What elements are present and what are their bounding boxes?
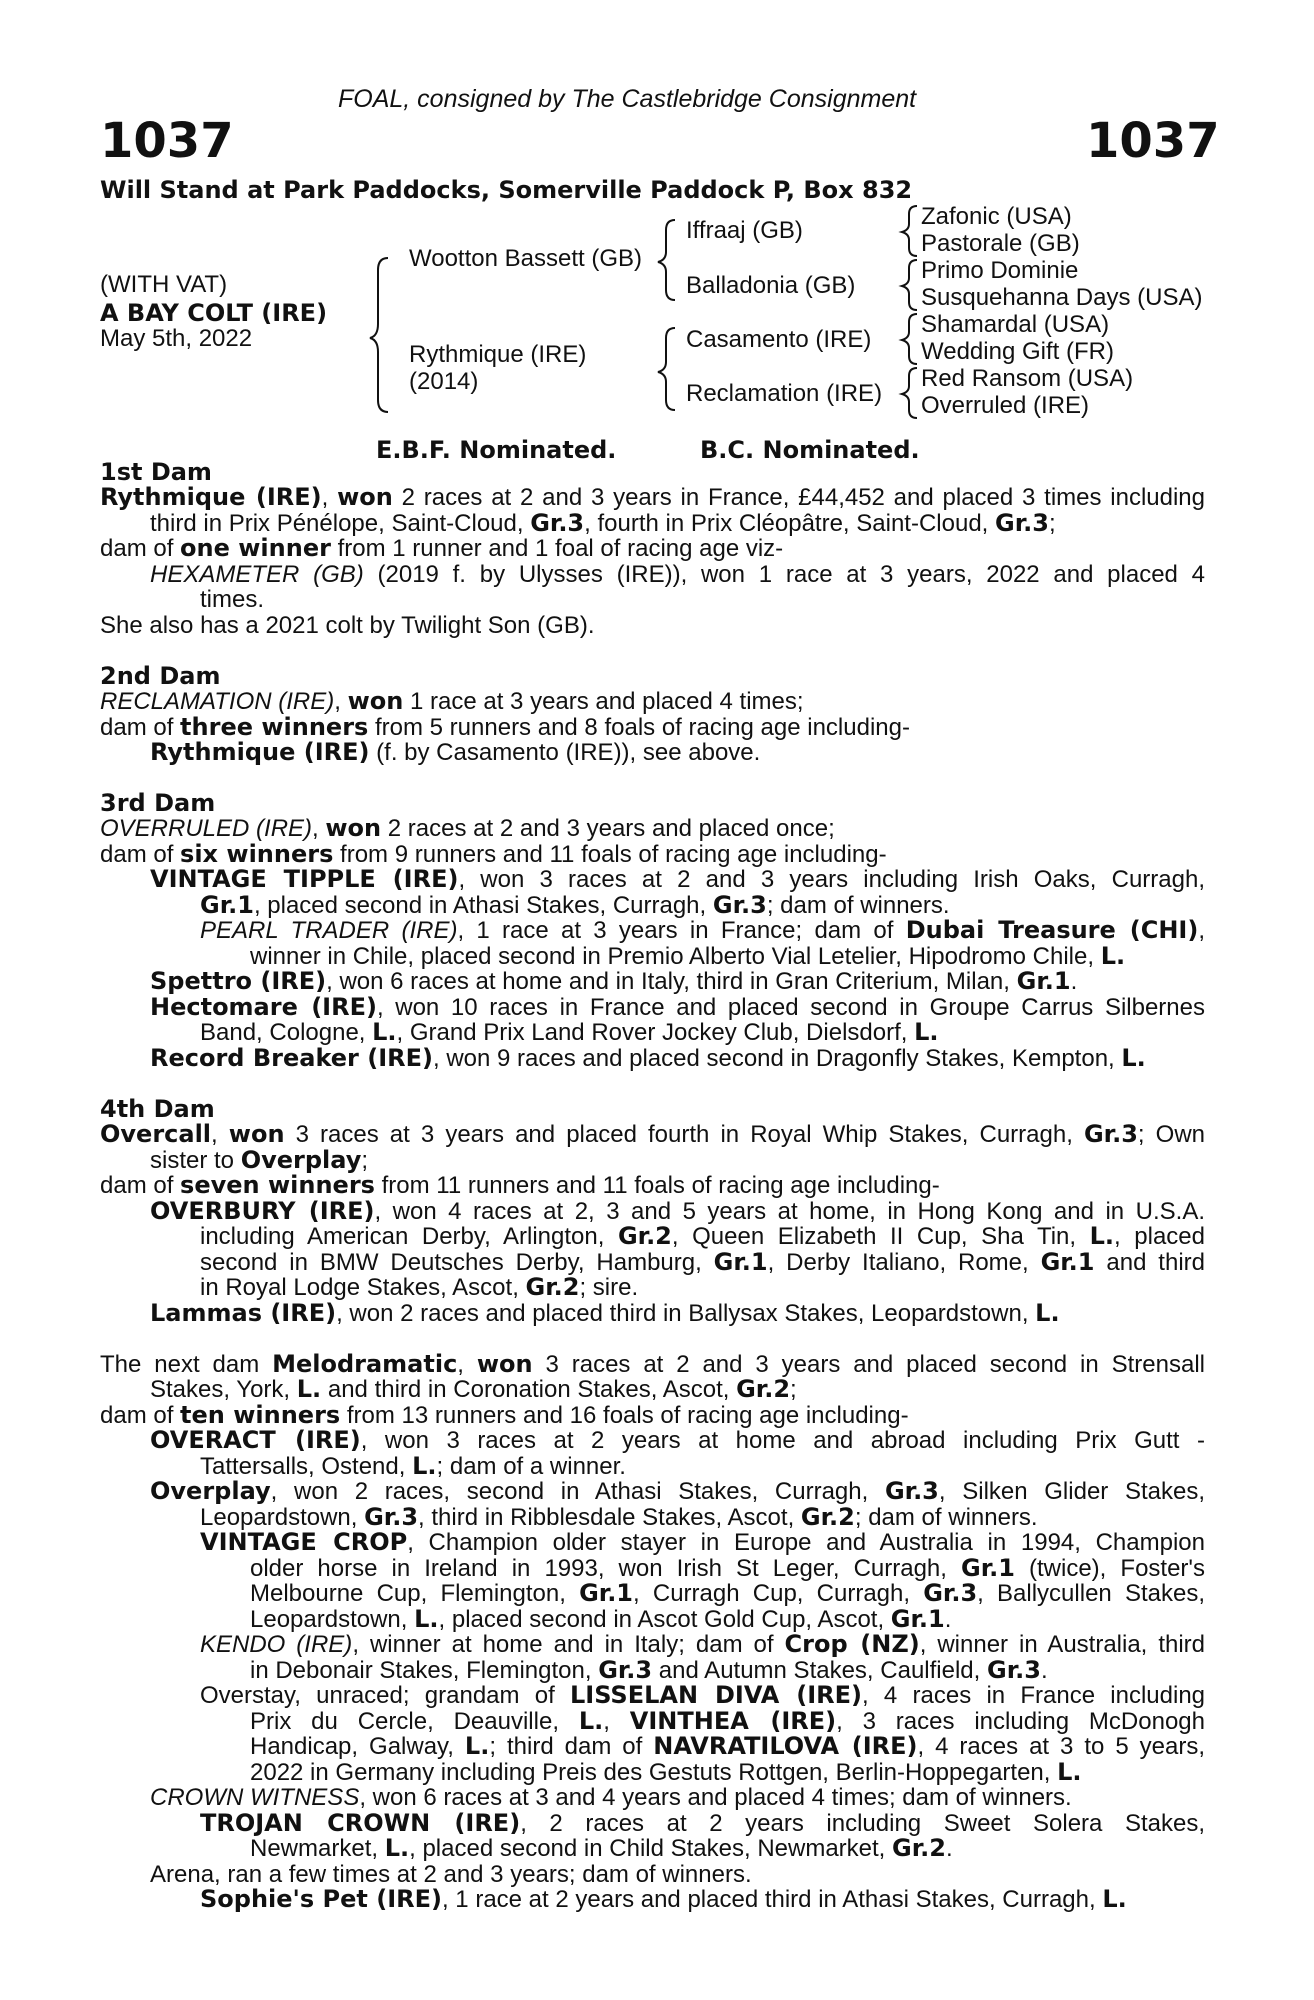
grade-bold: Gr.1 <box>200 891 254 919</box>
text-line <box>250 1658 1048 1684</box>
text-span: , won 2 races and placed third in Ballysax Stakes, Leopardstown, <box>336 1300 1036 1327</box>
lot-number-right: 1037 <box>1086 113 1220 169</box>
text-line <box>200 1275 638 1301</box>
text-line <box>150 511 1056 537</box>
text-span: , Curragh Cup, Curragh, <box>633 1580 924 1607</box>
text-span: , won 6 races at 3 and 4 years and placed 4 times; dam of winners. <box>359 1784 1072 1811</box>
text-line <box>250 1836 953 1862</box>
text-span: , Queen Elizabeth II Cup, Sha Tin, <box>671 1223 1090 1250</box>
text-span: Overstay, unraced; grandam of <box>200 1682 570 1709</box>
text-line <box>100 1122 1205 1148</box>
text-line <box>150 867 1205 893</box>
text-span: from 13 runners and 16 foals of racing age including- <box>340 1402 909 1429</box>
grade-bold: L. <box>1100 942 1126 970</box>
text-span: from 11 runners and 11 foals of racing age including- <box>374 1172 940 1199</box>
text-span: , 1 race at 2 years and placed third in Athasi Stakes, Curragh, <box>441 1886 1103 1913</box>
text-line: times. <box>200 586 265 613</box>
text-line: Arena, ran a few times at 2 and 3 years; dam of winners. <box>150 1861 752 1888</box>
grade-bold: Gr.3 <box>598 1656 653 1684</box>
won-bold: won <box>337 483 393 511</box>
grade-bold: L. <box>414 1605 439 1633</box>
dam-sire-dam: Wedding Gift (FR) <box>921 338 1114 365</box>
text-span: and third in Coronation Stakes, Ascot, <box>321 1376 737 1403</box>
text-span: , placed second in Child Stakes, Newmarket, <box>409 1835 893 1862</box>
horse-name-bold: Lammas (IRE) <box>150 1299 337 1327</box>
grade-bold: L. <box>1089 1222 1115 1250</box>
text-span: Band, Cologne, <box>200 1019 373 1046</box>
text-line <box>100 485 1205 511</box>
sire-sire: Iffraaj (GB) <box>686 217 803 244</box>
grade-bold: Gr.2 <box>617 1222 672 1250</box>
horse-name: A BAY COLT (IRE) <box>100 299 328 327</box>
text-span: (twice), Foster's <box>1014 1555 1206 1582</box>
text-span: older horse in Ireland in 1993, won Irish St Leger, Curragh, <box>250 1555 962 1582</box>
text-span: 2022 in Germany including Preis des Gestuts Rottgen, Berlin-Hoppegarten, <box>250 1759 1058 1786</box>
grade-bold: Gr.2 <box>892 1834 946 1862</box>
text-line <box>100 715 910 741</box>
text-line <box>250 1760 1082 1786</box>
text-line <box>100 1173 940 1199</box>
won-bold: won <box>347 687 404 715</box>
text-line <box>150 969 1077 995</box>
text-span: , winner in Australia, third <box>919 1631 1206 1658</box>
text-line: She also has a 2021 colt by Twilight Son (GB). <box>100 612 595 639</box>
grade-bold: Gr.3 <box>364 1503 419 1531</box>
text-span: ; <box>790 1376 797 1403</box>
text-span: , 3 races including McDonogh <box>836 1708 1205 1735</box>
text-span: , won 6 races at home and in Italy, third in Gran Criterium, Milan, <box>326 968 1017 995</box>
text-span: ; <box>1048 510 1056 537</box>
text-line <box>200 1811 1205 1837</box>
sire-sire-dam: Pastorale (GB) <box>921 230 1080 257</box>
sire-sire-sire: Zafonic (USA) <box>921 203 1072 230</box>
text-span: Melbourne Cup, Flemington, <box>250 1580 580 1607</box>
text-line <box>200 918 1205 944</box>
text-span: , placed second in Ascot Gold Cup, Ascot, <box>438 1606 891 1633</box>
text-span: dam of <box>100 841 181 868</box>
sire: Wootton Bassett (GB) <box>409 245 642 272</box>
count-bold: six winners <box>180 840 334 868</box>
lot-number-left: 1037 <box>100 113 234 169</box>
text-span: Newmarket, <box>250 1835 385 1862</box>
text-line <box>200 893 950 919</box>
text-line <box>150 1479 1205 1505</box>
count-bold: three winners <box>180 713 369 741</box>
text-span: , won 4 races at 2, 3 and 5 years at home, in Hong Kong and in U.S.A. <box>374 1198 1205 1225</box>
horse-name-bold: Hectomare (IRE) <box>150 993 377 1021</box>
text-span: , <box>1198 917 1205 944</box>
text-line <box>150 1377 797 1403</box>
text-line <box>150 1428 1205 1454</box>
text-line <box>200 1683 1205 1709</box>
text-line <box>200 1020 939 1046</box>
text-span: . <box>944 1606 952 1633</box>
dam-sire-sire: Shamardal (USA) <box>921 311 1110 338</box>
sire-dam: Balladonia (GB) <box>686 272 856 299</box>
text-span: The next dam <box>100 1351 273 1378</box>
grade-bold: Gr.1 <box>579 1579 634 1607</box>
text-line <box>100 536 783 562</box>
text-span: , winner at home and in Italy; dam of <box>352 1631 785 1658</box>
text-line <box>150 1785 1072 1811</box>
horse-name-italic: PEARL TRADER (IRE) <box>200 917 458 944</box>
horse-name-italic: CROWN WITNESS <box>150 1784 360 1811</box>
grade-bold: Gr.1 <box>890 1605 945 1633</box>
text-span: , won 3 races at 2 and 3 years including Irish Oaks, Curragh, <box>458 866 1205 893</box>
text-line <box>200 1224 1205 1250</box>
text-line <box>100 689 804 715</box>
section-4th-dam: 4th Dam <box>100 1095 215 1123</box>
text-span: (f. by Casamento (IRE)), see above. <box>369 739 761 766</box>
horse-name-bold: LISSELAN DIVA (IRE) <box>570 1681 863 1709</box>
text-span: , 4 races in France including <box>862 1682 1206 1709</box>
grade-bold: Gr.3 <box>530 509 585 537</box>
text-span: , 1 race at 3 years in France; dam of <box>457 917 906 944</box>
text-line <box>200 1454 626 1480</box>
text-line <box>200 1530 1205 1556</box>
text-span: , <box>334 688 348 715</box>
section-2nd-dam: 2nd Dam <box>100 662 221 690</box>
horse-name-bold: Melodramatic <box>272 1350 458 1378</box>
text-span: , Grand Prix Land Rover Jockey Club, Dielsdorf, <box>396 1019 915 1046</box>
grade-bold: L. <box>296 1375 322 1403</box>
horse-name-bold: Sophie's Pet (IRE) <box>200 1885 442 1913</box>
text-span: dam of <box>100 1402 181 1429</box>
text-span: , placed second in Athasi Stakes, Curragh, <box>253 892 713 919</box>
text-span: 3 races at 2 and 3 years and placed second in Strensall <box>532 1351 1205 1378</box>
grade-bold: L. <box>1121 1044 1146 1072</box>
text-span: from 9 runners and 11 foals of racing age including- <box>333 841 887 868</box>
text-span: and Autumn Stakes, Caulfield, <box>652 1657 987 1684</box>
text-line <box>200 1250 1205 1276</box>
won-bold: won <box>228 1120 285 1148</box>
count-bold: one winner <box>180 534 331 562</box>
horse-name-bold: Record Breaker (IRE) <box>150 1044 433 1072</box>
horse-name-bold: VINTAGE CROP <box>200 1528 408 1556</box>
text-line <box>150 1301 1060 1327</box>
text-line <box>250 1734 1205 1760</box>
bc-nomination: B.C. Nominated. <box>700 436 920 464</box>
text-line <box>150 562 1205 588</box>
dam-dam-dam: Overruled (IRE) <box>921 392 1090 419</box>
text-span: , <box>312 815 326 842</box>
text-span: in Royal Lodge Stakes, Ascot, <box>200 1274 526 1301</box>
won-bold: won <box>325 814 382 842</box>
text-span: ; <box>361 1147 369 1174</box>
text-line <box>200 1632 1205 1658</box>
text-span: , Derby Italiano, Rome, <box>767 1249 1041 1276</box>
count-bold: ten winners <box>180 1401 341 1429</box>
grade-bold: L. <box>384 1834 410 1862</box>
text-span: ; dam of winners. <box>854 1504 1038 1531</box>
grade-bold: Gr.3 <box>923 1579 978 1607</box>
text-span: second in BMW Deutsches Derby, Hamburg, <box>200 1249 714 1276</box>
text-line <box>150 1046 1146 1072</box>
text-span: , Silken Glider Stakes, <box>938 1478 1205 1505</box>
text-line <box>150 1148 368 1174</box>
text-span: Handicap, Galway, <box>250 1733 465 1760</box>
text-span: 1 race at 3 years and placed 4 times; <box>403 688 804 715</box>
grade-bold: Gr.3 <box>884 1477 939 1505</box>
foaling-date: May 5th, 2022 <box>100 325 253 352</box>
text-span: , <box>457 1351 477 1378</box>
horse-name-bold: NAVRATILOVA (IRE) <box>653 1732 918 1760</box>
text-span: , Champion older stayer in Europe and Australia in 1994, Champion <box>407 1529 1205 1556</box>
dam-dam: Reclamation (IRE) <box>686 380 883 407</box>
text-span: winner in Chile, placed second in Premio Alberto Vial Letelier, Hipodromo Chile, <box>250 943 1101 970</box>
grade-bold: L. <box>1102 1885 1127 1913</box>
dam-dam-sire: Red Ransom (USA) <box>921 365 1134 392</box>
text-span: , fourth in Prix Cléopâtre, Saint-Cloud, <box>584 510 995 537</box>
grade-bold: L. <box>1057 1758 1082 1786</box>
grade-bold: Gr.1 <box>961 1554 1015 1582</box>
text-span: , 4 races at 3 to 5 years, <box>917 1733 1206 1760</box>
grade-bold: L. <box>372 1018 397 1046</box>
horse-name-bold: Crop (NZ) <box>784 1630 920 1658</box>
sire-dam-sire: Primo Dominie <box>921 257 1079 284</box>
text-span: . <box>1070 968 1078 995</box>
text-span: Leopardstown, <box>250 1606 415 1633</box>
horse-name-bold: Rythmique (IRE) <box>100 483 322 511</box>
dam: Rythmique (IRE) <box>409 341 587 368</box>
horse-name-bold: VINTAGE TIPPLE (IRE) <box>150 865 459 893</box>
vat-note: (WITH VAT) <box>100 271 228 298</box>
text-span: , <box>321 484 338 511</box>
horse-name-bold: Overplay <box>150 1477 271 1505</box>
won-bold: won <box>476 1350 533 1378</box>
text-span: , won 3 races at 2 years at home and abroad including Prix Gutt - <box>360 1427 1205 1454</box>
text-span: dam of <box>100 714 181 741</box>
text-span: ; third dam of <box>489 1733 654 1760</box>
text-line <box>100 842 887 868</box>
section-1st-dam: 1st Dam <box>100 458 212 486</box>
horse-name-bold: OVERACT (IRE) <box>150 1426 361 1454</box>
count-bold: seven winners <box>180 1171 375 1199</box>
horse-name-italic: OVERRULED (IRE) <box>100 815 313 842</box>
text-span: 3 races at 3 years and placed fourth in Royal Whip Stakes, Curragh, <box>284 1121 1084 1148</box>
text-span: ; sire. <box>579 1274 639 1301</box>
dam-sire: Casamento (IRE) <box>686 326 872 353</box>
text-span: in Debonair Stakes, Flemington, <box>250 1657 599 1684</box>
grade-bold: Gr.2 <box>736 1375 791 1403</box>
text-span: dam of <box>100 1172 181 1199</box>
ebf-nomination: E.B.F. Nominated. <box>376 436 617 464</box>
text-span: , won 10 races in France and placed second in Groupe Carrus Silbernes <box>376 994 1205 1021</box>
grade-bold: Gr.2 <box>525 1273 580 1301</box>
text-span: from 5 runners and 8 foals of racing age including- <box>368 714 910 741</box>
text-span: , placed <box>1114 1223 1205 1250</box>
text-line <box>150 1199 1205 1225</box>
text-line <box>150 995 1205 1021</box>
text-line <box>250 1581 1205 1607</box>
grade-bold: Gr.3 <box>1083 1120 1138 1148</box>
grade-bold: L. <box>464 1732 490 1760</box>
text-span: third in Prix Pénélope, Saint-Cloud, <box>150 510 531 537</box>
horse-name-bold: Overplay <box>240 1146 362 1174</box>
grade-bold: Gr.1 <box>1016 967 1071 995</box>
text-span: 2 races at 2 and 3 years in France, £44,452 and placed 3 times including <box>392 484 1206 511</box>
text-line <box>250 1556 1205 1582</box>
horse-name-bold: TROJAN CROWN (IRE) <box>200 1809 521 1837</box>
grade-bold: Gr.3 <box>712 891 767 919</box>
grade-bold: L. <box>412 1452 437 1480</box>
text-line <box>100 1352 1205 1378</box>
text-line <box>100 816 835 842</box>
dam-foal-year: (2014) <box>409 368 479 395</box>
section-3rd-dam: 3rd Dam <box>100 789 216 817</box>
text-span: and third <box>1094 1249 1205 1276</box>
text-span: , won 2 races, second in Athasi Stakes, Curragh, <box>270 1478 885 1505</box>
text-span: Tattersalls, Ostend, <box>200 1453 413 1480</box>
grade-bold: L. <box>1035 1299 1060 1327</box>
text-span: from 1 runner and 1 foal of racing age viz- <box>330 535 784 562</box>
consignor-line: FOAL, consigned by The Castlebridge Consignment <box>338 85 917 113</box>
text-span: , 2 races at 2 years including Sweet Solera Stakes, <box>520 1810 1205 1837</box>
grade-bold: Gr.1 <box>1040 1248 1095 1276</box>
grade-bold: Gr.2 <box>800 1503 855 1531</box>
text-span: , third in Ribblesdale Stakes, Ascot, <box>418 1504 801 1531</box>
grade-bold: Gr.3 <box>987 1656 1041 1684</box>
text-span: Leopardstown, <box>200 1504 365 1531</box>
grade-bold: Gr.1 <box>713 1248 768 1276</box>
text-line <box>250 1709 1205 1735</box>
text-line <box>250 1607 951 1633</box>
text-span: including American Derby, Arlington, <box>200 1223 618 1250</box>
grade-bold: L. <box>578 1707 604 1735</box>
text-line <box>200 1887 1127 1913</box>
horse-name-bold: Overcall <box>100 1120 212 1148</box>
text-span: sister to <box>150 1147 241 1174</box>
horse-name-italic: RECLAMATION (IRE) <box>100 688 335 715</box>
horse-name-bold: Spettro (IRE) <box>150 967 327 995</box>
text-span: ; dam of a winner. <box>436 1453 626 1480</box>
text-span: , Ballycullen Stakes, <box>977 1580 1205 1607</box>
text-span: Prix du Cercle, Deauville, <box>250 1708 579 1735</box>
stabling-location: Will Stand at Park Paddocks, Somerville Paddock P, Box 832 <box>100 176 913 204</box>
text-span: ; Own <box>1137 1121 1205 1148</box>
grade-bold: Gr.3 <box>995 509 1049 537</box>
horse-name-bold: Rythmique (IRE) <box>150 738 370 766</box>
horse-name-bold: OVERBURY (IRE) <box>150 1197 375 1225</box>
text-span: Stakes, York, <box>150 1376 297 1403</box>
text-span: (2019 f. by Ulysses (IRE)), won 1 race at 3 years, 2022 and placed 4 <box>363 561 1205 588</box>
text-line <box>200 1505 1038 1531</box>
text-line <box>150 740 760 766</box>
text-span: ; dam of winners. <box>766 892 950 919</box>
sire-dam-dam: Susquehanna Days (USA) <box>921 284 1203 311</box>
text-span: 2 races at 2 and 3 years and placed once; <box>381 815 835 842</box>
horse-name-bold: Dubai Treasure (CHI) <box>905 916 1199 944</box>
text-span: , <box>211 1121 229 1148</box>
horse-name-italic: HEXAMETER (GB) <box>150 561 364 588</box>
text-line <box>250 944 1125 970</box>
text-span: . <box>1040 1657 1048 1684</box>
text-line <box>100 1403 909 1429</box>
horse-name-italic: KENDO (IRE) <box>200 1631 353 1658</box>
text-span: , <box>603 1708 630 1735</box>
text-span: , won 9 races and placed second in Dragonfly Stakes, Kempton, <box>432 1045 1122 1072</box>
text-span: dam of <box>100 535 181 562</box>
grade-bold: L. <box>914 1018 939 1046</box>
text-span: . <box>945 1835 953 1862</box>
horse-name-bold: VINTHEA (IRE) <box>629 1707 837 1735</box>
